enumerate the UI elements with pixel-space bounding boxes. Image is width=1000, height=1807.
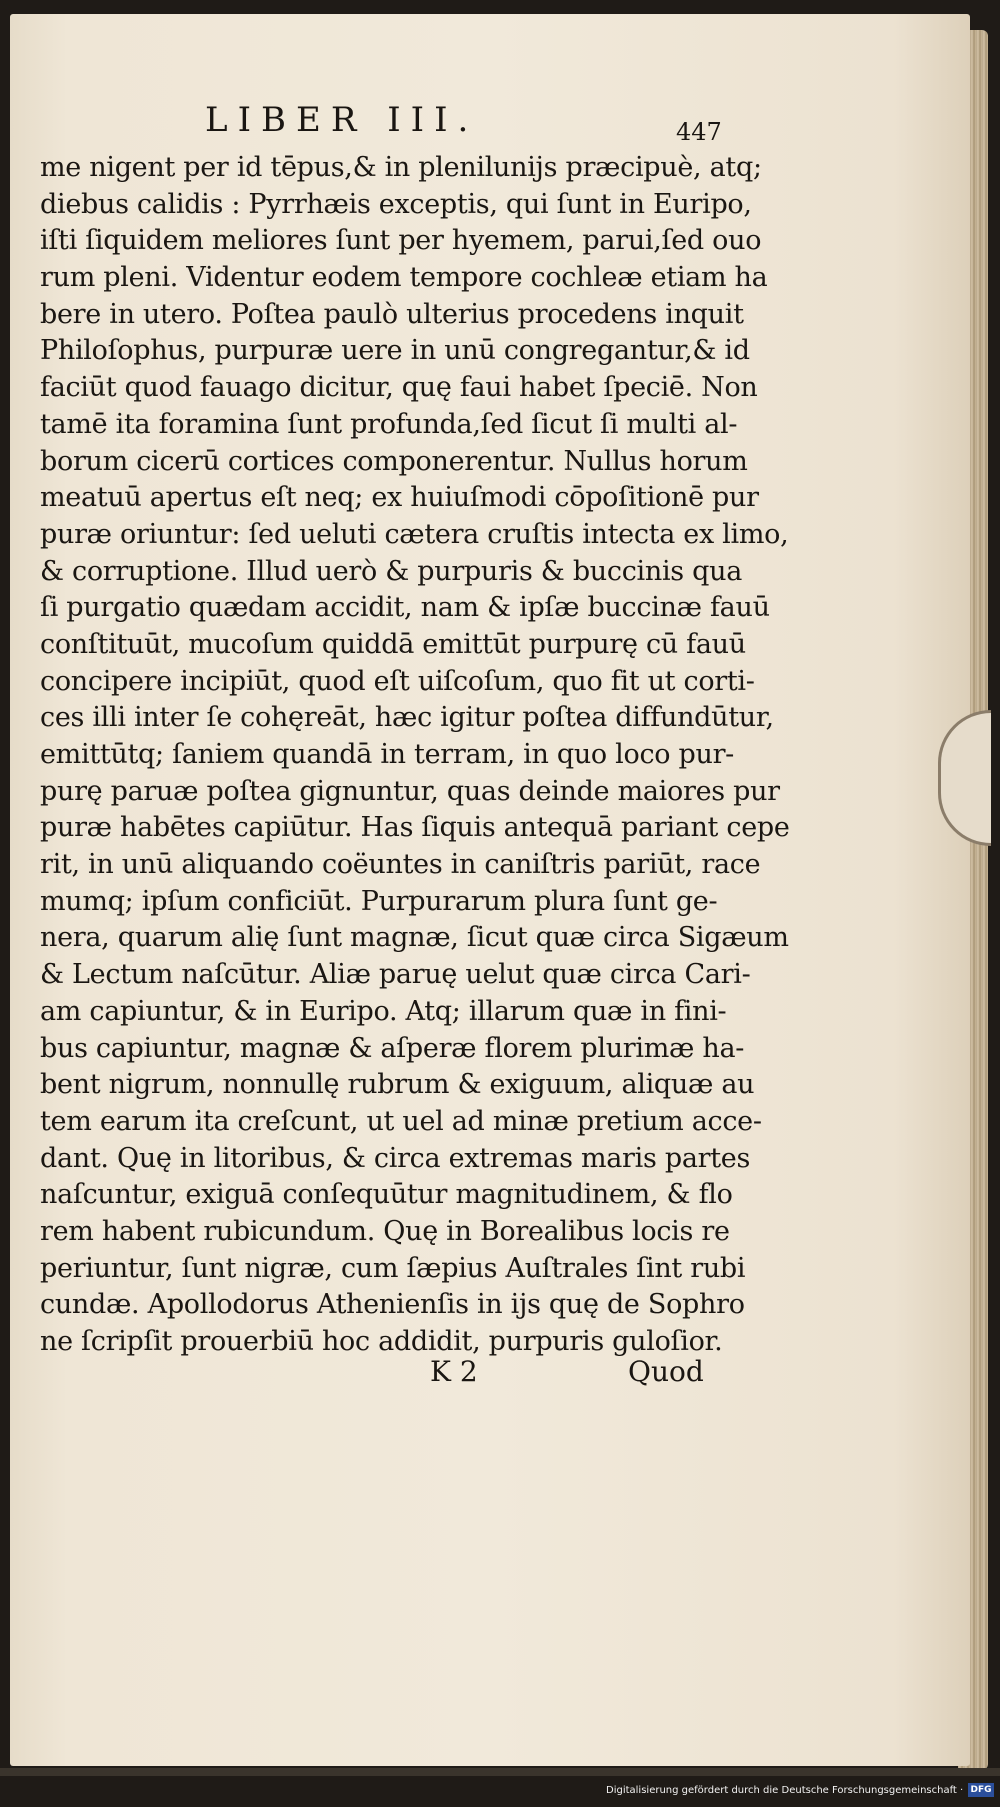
text-line: emittūtq; ſaniem quandā in terram, in quo loco pur- [40,739,735,770]
text-line: puræ habētes capiūtur. Has ſiquis antequā pariant cepe [40,812,790,844]
text-line: am capiuntur, & in Euripo. Atq; illarum quæ in fini- [40,995,727,1027]
catchword: Quod [628,1355,704,1388]
text-line: conſtituūt, mucoſum quiddā emittūt purpurę cū fauū [40,628,746,660]
text-line: tem earum ita creſcunt, ut uel ad minæ pretium acce- [40,1105,762,1137]
text-line: & corruptione. Illud uerò & purpuris & buccinis qua [40,555,743,587]
text-line: Philoſophus, purpuræ uere in unū congregantur,& id [40,335,750,367]
text-line: purę paruæ poſtea gignuntur, quas deinde maiores pur [40,775,780,807]
text-line: bere in utero. Poſtea paulò ulterius procedens inquit [40,298,744,330]
text-line: ſi purgatio quædam accidit, nam & ipſæ buccinæ fauū [40,592,770,624]
text-line: mumq; ipſum conficiūt. Purpurarum plura ſunt ge- [40,885,718,917]
text-line: rem habent rubicundum. Quę in Borealibus locis re [40,1215,730,1247]
text-line: me nigent per id tēpus,& in plenilunijs præcipuè, atq; [40,152,762,183]
digitization-credit: Digitalisierung gefördert durch die Deutsche Forschungsgemeinschaft · [606,1785,964,1796]
text-line: faciūt quod fauago dicitur, quę faui habet ſpeciē. Non [40,372,758,404]
text-line: ne ſcripſit prouerbiū hoc addidit, purpuris guloſior. [40,1326,723,1357]
text-line: borum cicerū cortices componerentur. Nullus horum [40,445,748,477]
page-number: 447 [676,118,722,146]
running-head: LIBER III. [205,100,479,140]
text-line: bent nigrum, nonnullę rubrum & exiguum, aliquæ au [40,1069,755,1101]
text-line: ces illi inter ſe cohęreāt, hæc igitur poſtea diffundūtur, [40,702,774,734]
text-line: puræ oriuntur: ſed ueluti cætera cruſtis intecta ex limo, [40,518,789,550]
text-line: & Lectum naſcūtur. Aliæ paruę uelut quæ circa Cari- [40,959,751,991]
bottom-border [0,1768,1000,1776]
text-line: nera, quarum alię ſunt magnæ, ſicut quæ circa Sigæum [40,922,789,954]
text-line: periuntur, ſunt nigræ, cum ſæpius Auſtrales ſint rubi [40,1252,746,1284]
body-text [40,150,790,1361]
page-footer [40,1355,720,1395]
text-line: tamē ita foramina ſunt profunda,ſed ſicut ſi multi al- [40,408,738,440]
text-line: rum pleni. Videntur eodem tempore cochleæ etiam ha [40,262,768,294]
signature-mark: K 2 [430,1355,478,1388]
text-line: diebus calidis : Pyrrhæis exceptis, qui ſunt in Euripo, [40,188,752,220]
text-line: rit, in unū aliquando coëuntes in caniſtris pariūt, race [40,849,761,881]
text-line: concipere incipiūt, quod eſt uiſcoſum, quo fit ut corti- [40,665,755,697]
dfg-logo: DFG [968,1783,994,1797]
text-line: iſti ſiquidem meliores ſunt per hyemem, parui,ſed ouo [40,225,762,257]
text-line: naſcuntur, exiguā conſequūtur magnitudinem, & flo [40,1179,733,1211]
text-line: meatuū apertus eſt neq; ex huiuſmodi cōpoſitionē pur [40,482,759,514]
text-line: dant. Quę in litoribus, & circa extremas maris partes [40,1142,751,1174]
text-line: bus capiuntur, magnæ & aſperæ florem plurimæ ha- [40,1032,745,1064]
text-line: cundæ. Apollodorus Athenienſis in ijs quę de Sophro [40,1289,745,1321]
